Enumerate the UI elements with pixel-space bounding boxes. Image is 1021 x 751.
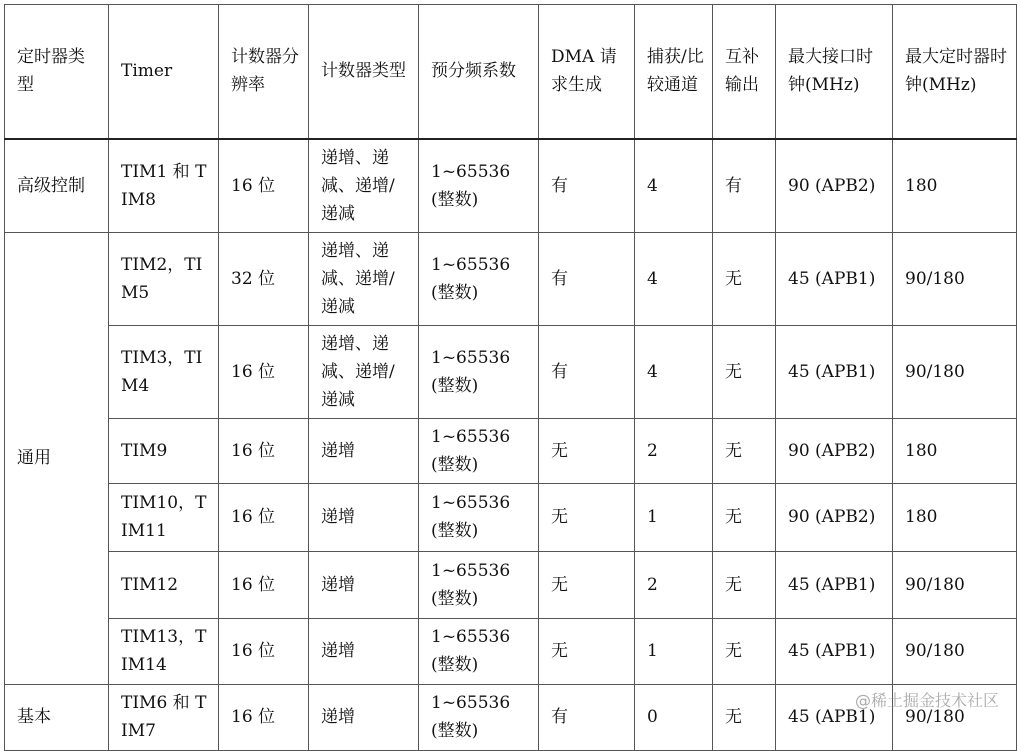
table-cell: 2 — [635, 418, 713, 483]
table-cell: 有 — [539, 139, 635, 233]
table-cell: 90/180 — [893, 618, 1017, 684]
header-cell: 捕获/比较通道 — [635, 5, 713, 139]
table-cell: 4 — [635, 232, 713, 325]
table-cell: 16 位 — [219, 684, 309, 750]
header-cell: 互补输出 — [713, 5, 776, 139]
table-cell: 16 位 — [219, 483, 309, 551]
table-cell: 无 — [713, 232, 776, 325]
header-cell: Timer — [109, 5, 219, 139]
table-cell: 1~65536(整数) — [419, 483, 539, 551]
table-cell: 90 (APB2) — [776, 139, 893, 233]
table-cell: 无 — [539, 618, 635, 684]
header-cell: 计数器分辨率 — [219, 5, 309, 139]
table-cell: 16 位 — [219, 551, 309, 618]
table-cell: 1~65536(整数) — [419, 232, 539, 325]
table-cell: 90 (APB2) — [776, 483, 893, 551]
table-cell: 递增 — [309, 618, 419, 684]
table-cell: 16 位 — [219, 325, 309, 418]
table-cell: 递增、递减、递增/递减 — [309, 232, 419, 325]
table-cell: 1~65536(整数) — [419, 551, 539, 618]
table-row — [5, 618, 1017, 684]
table-cell: 45 (APB1) — [776, 325, 893, 418]
table-cell: 32 位 — [219, 232, 309, 325]
table-cell: 递增、递减、递增/递减 — [309, 325, 419, 418]
table-cell: 递增 — [309, 551, 419, 618]
table-cell: 90/180 — [893, 232, 1017, 325]
table-cell: 90 (APB2) — [776, 418, 893, 483]
watermark: @稀土掘金技术社区 — [854, 691, 999, 710]
table-cell: 90/180 — [893, 684, 1017, 750]
table-cell: 无 — [713, 418, 776, 483]
table-cell: 0 — [635, 684, 713, 750]
table-cell: TIM2，TIM5 — [109, 232, 219, 325]
table-cell: TIM9 — [109, 418, 219, 483]
table-cell: 递增 — [309, 483, 419, 551]
table-cell: 180 — [893, 418, 1017, 483]
header-row — [5, 5, 1017, 139]
header-cell: 最大定时器时钟(MHz) — [893, 5, 1017, 139]
table-cell: 1~65536(整数) — [419, 618, 539, 684]
table-cell: 1 — [635, 618, 713, 684]
table-row — [5, 551, 1017, 618]
table-cell: 4 — [635, 325, 713, 418]
timer-table — [4, 4, 1017, 751]
table-cell: 无 — [713, 483, 776, 551]
group-cell-advanced: 高级控制 — [5, 139, 109, 233]
table-cell: TIM10，TIM11 — [109, 483, 219, 551]
header-cell: 最大接口时钟(MHz) — [776, 5, 893, 139]
table-row — [5, 418, 1017, 483]
table-cell: 1~65536(整数) — [419, 418, 539, 483]
table-cell: 无 — [539, 418, 635, 483]
table-cell: TIM3，TIM4 — [109, 325, 219, 418]
table-cell: 2 — [635, 551, 713, 618]
table-cell: 16 位 — [219, 618, 309, 684]
table-cell: 4 — [635, 139, 713, 233]
table-cell: 90/180 — [893, 325, 1017, 418]
table-cell: TIM6 和 TIM7 — [109, 684, 219, 750]
header-cell: 计数器类型 — [309, 5, 419, 139]
table-cell: 45 (APB1) — [776, 551, 893, 618]
table-cell: 无 — [713, 618, 776, 684]
table-cell: 1~65536(整数) — [419, 325, 539, 418]
table-cell: 90/180 — [893, 551, 1017, 618]
table-row — [5, 483, 1017, 551]
table-cell: 有 — [539, 684, 635, 750]
table-cell: TIM13，TIM14 — [109, 618, 219, 684]
table-cell: 1 — [635, 483, 713, 551]
header-cell: 定时器类型 — [5, 5, 109, 139]
table-cell: 180 — [893, 139, 1017, 233]
table-cell: 无 — [713, 551, 776, 618]
group-cell-basic: 基本 — [5, 684, 109, 750]
table-cell: 1~65536(整数) — [419, 139, 539, 233]
header-cell: 预分频系数 — [419, 5, 539, 139]
table-row — [5, 139, 1017, 233]
table-cell: 180 — [893, 483, 1017, 551]
table-cell: 无 — [539, 551, 635, 618]
table-row — [5, 232, 1017, 325]
table-cell: 1~65536(整数) — [419, 684, 539, 750]
table-cell: 16 位 — [219, 139, 309, 233]
table-cell: 有 — [713, 139, 776, 233]
table-cell: 45 (APB1) — [776, 618, 893, 684]
table-cell: 递增 — [309, 418, 419, 483]
table-cell: TIM1 和 TIM8 — [109, 139, 219, 233]
header-cell: DMA 请求生成 — [539, 5, 635, 139]
table-cell: 无 — [713, 325, 776, 418]
table-cell: 有 — [539, 325, 635, 418]
table-cell: 有 — [539, 232, 635, 325]
table-row — [5, 325, 1017, 418]
table-cell: 递增、递减、递增/递减 — [309, 139, 419, 233]
table-cell: 45 (APB1) — [776, 232, 893, 325]
table-cell: 16 位 — [219, 418, 309, 483]
table-cell: 45 (APB1) — [776, 684, 893, 750]
table-cell: 无 — [539, 483, 635, 551]
group-cell-general: 通用 — [5, 232, 109, 684]
table-cell: TIM12 — [109, 551, 219, 618]
table-cell: 递增 — [309, 684, 419, 750]
table-cell: 无 — [713, 684, 776, 750]
